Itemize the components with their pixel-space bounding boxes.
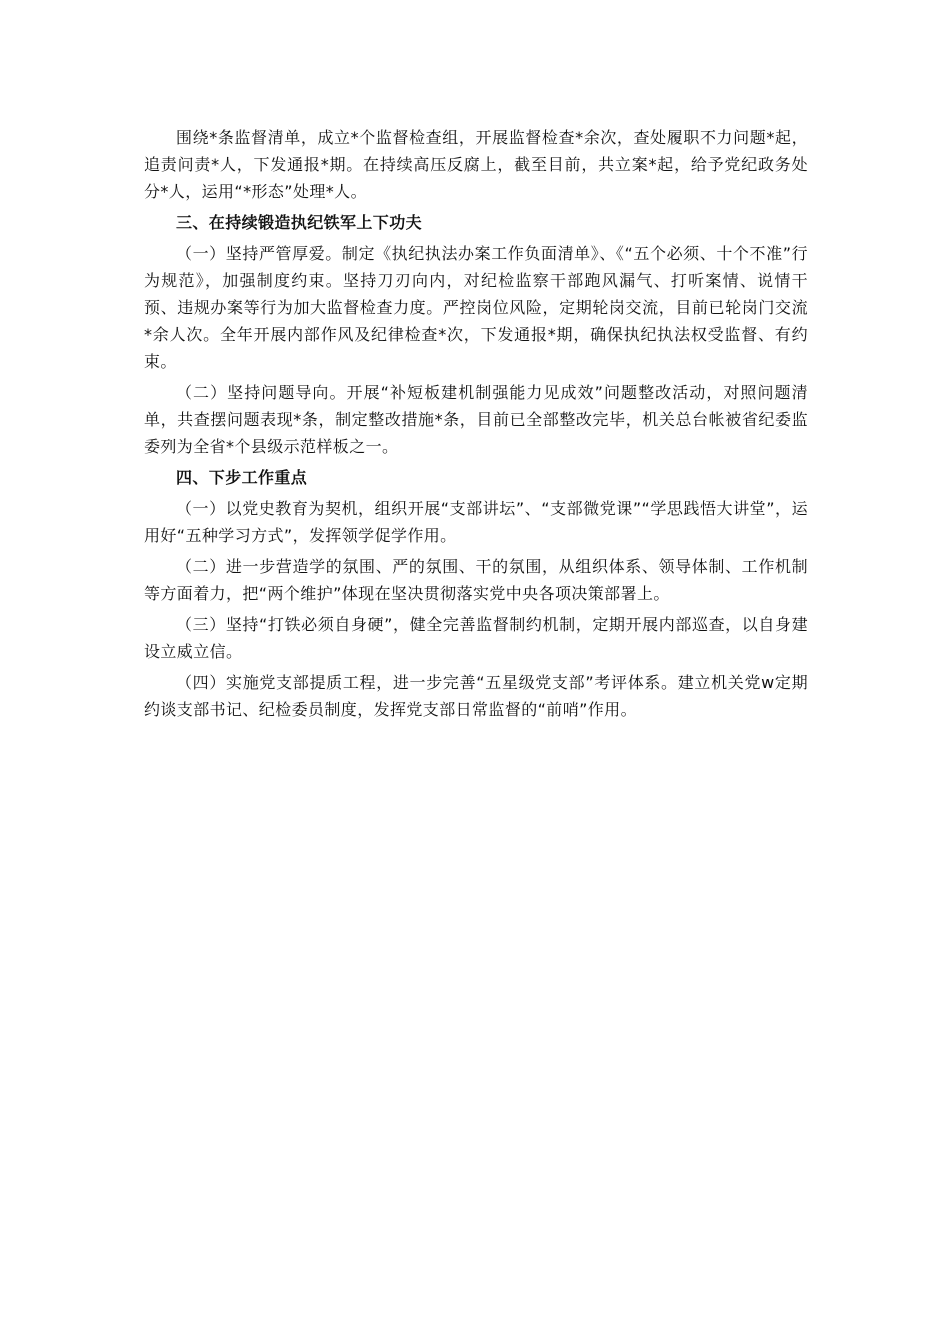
section-heading-3: 三、在持续锻造执纪铁军上下功夫 [176,213,423,232]
section-heading-4: 四、下步工作重点 [176,468,308,487]
paragraph-next-step-3: （三）坚持“打铁必须自身硬”，健全完善监督制约机制，定期开展内部巡查，以自身建设立威立信。 [144,615,808,661]
paragraph-next-step-1: （一）以党史教育为契机，组织开展“支部讲坛”、“支部微党课”“学思践悟大讲堂”，运用好“五种学习方式”，发挥领学促学作用。 [144,499,808,545]
document-body [144,124,808,727]
paragraph-supervision-checks: 围绕*条监督清单，成立*个监督检查组，开展监督检查*余次，查处履职不力问题*起，追责问责*人，下发通报*期。在持续高压反腐上，截至目前，共立案*起，给予党纪政务处分*人，运用“*形态”处理*人。 [144,128,808,201]
paragraph-next-step-4: （四）实施党支部提质工程，进一步完善“五星级党支部”考评体系。建立机关党w定期约谈支部书记、纪检委员制度，发挥党支部日常监督的“前哨”作用。 [144,673,808,719]
paragraph-problem-oriented: （二）坚持问题导向。开展“补短板建机制强能力见成效”问题整改活动，对照问题清单，共查摆问题表现*条，制定整改措施*条，目前已全部整改完毕，机关总台帐被省纪委监委列为全省*个县级示范样板之一。 [144,383,808,456]
paragraph-strict-management: （一）坚持严管厚爱。制定《执纪执法办案工作负面清单》、《“五个必须、十个不准”行为规范》，加强制度约束。坚持刀刃向内，对纪检监察干部跑风漏气、打听案情、说情干预、违规办案等行为加大监督检查力度。严控岗位风险，定期轮岗交流，目前已轮岗门交流*余人次。全年开展内部作风及纪律检查*次，下发通报*期，确保执纪执法权受监督、有约束。 [144,244,808,371]
paragraph-next-step-2: （二）进一步营造学的氛围、严的氛围、干的氛围，从组织体系、领导体制、工作机制等方面着力，把“两个维护”体现在坚决贯彻落实党中央各项决策部署上。 [144,557,808,603]
